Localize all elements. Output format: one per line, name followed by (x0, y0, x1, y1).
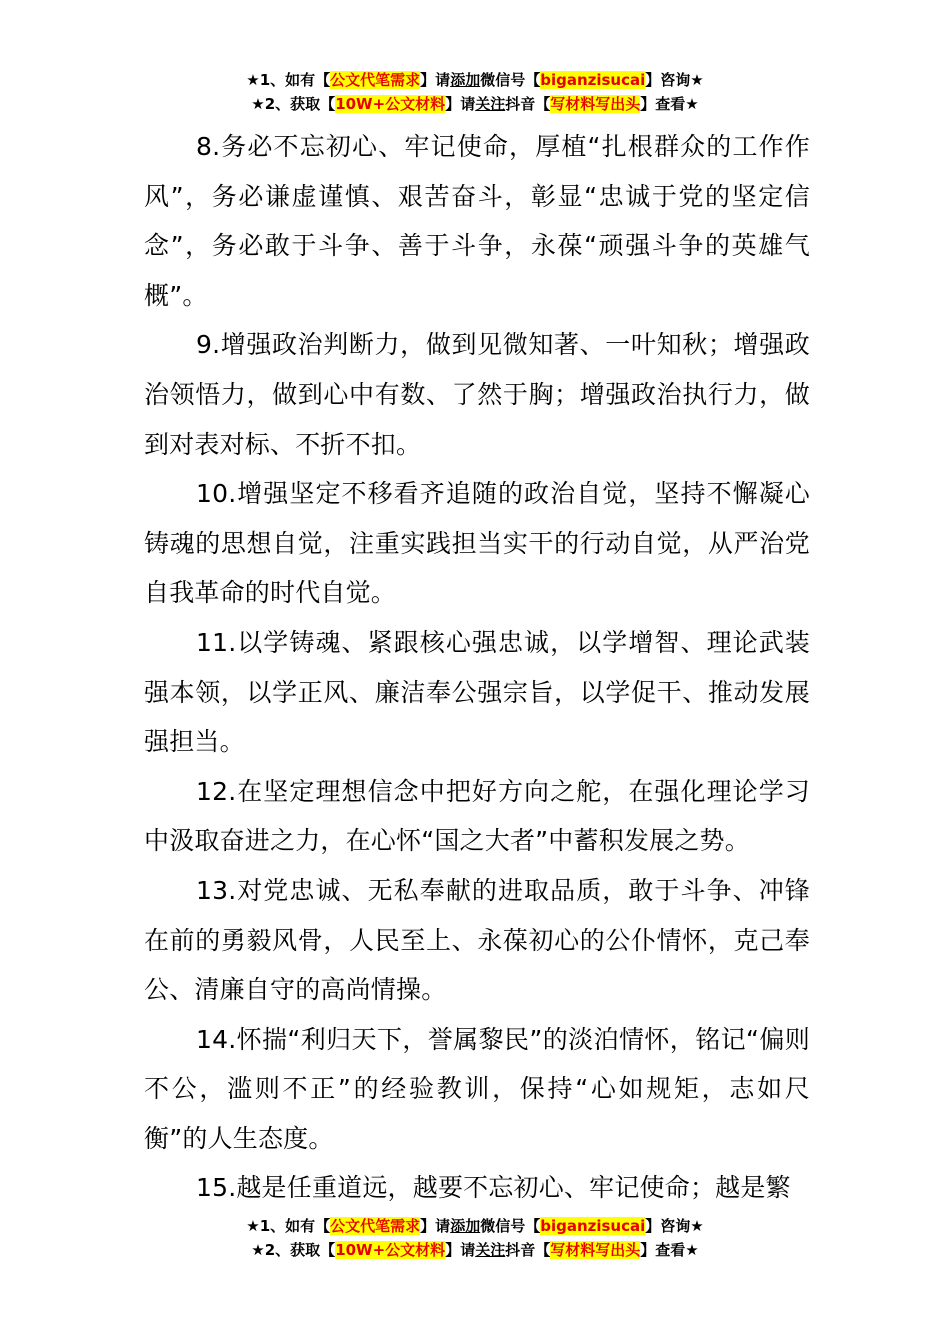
header-banner (0, 68, 950, 116)
banner-line-2 (0, 92, 950, 116)
banner-text: ★2、获取【 (251, 95, 336, 113)
footer-banner (0, 1214, 950, 1262)
document-body (144, 122, 810, 1213)
paragraph-12 (144, 767, 810, 866)
banner-text: 】请 (445, 1241, 476, 1259)
banner-underline: 添加 (450, 1217, 481, 1235)
banner-underline: 关注 (475, 95, 506, 113)
banner-text: ★2、获取【 (251, 1241, 336, 1259)
paragraph-text: 8.务必不忘初心、牢记使命，厚植“扎根群众的工作作风”，务必谦虚谨慎、艰苦奋斗，彰显“忠诚于党的坚定信念”，务必敢于斗争、善于斗争，永葆“顽强斗争的英雄气概”。 (144, 132, 810, 310)
banner-highlight-douyin: 写材料写出头 (550, 1241, 641, 1259)
paragraph-10 (144, 469, 810, 618)
banner-underline: 关注 (475, 1241, 506, 1259)
banner-text: 】查看★ (640, 1241, 699, 1259)
paragraph-text: 14.怀揣“利归天下，誉属黎民”的淡泊情怀，铭记“偏则不公，滥则不正”的经验教训，保持“心如规矩，志如尺衡”的人生态度。 (144, 1024, 810, 1153)
banner-text: 抖音【 (505, 1241, 551, 1259)
paragraph-9 (144, 320, 810, 469)
banner-highlight-materials: 10W+公文材料 (335, 95, 446, 113)
banner-highlight-wechat: biganzisucai (540, 1217, 646, 1235)
banner-text: ★1、如有【 (246, 1217, 331, 1235)
paragraph-text: 15.越是任重道远，越要不忘初心、牢记使命；越是繁 (196, 1173, 791, 1203)
paragraph-15 (144, 1163, 810, 1213)
banner-highlight-wechat: biganzisucai (540, 71, 646, 89)
banner-highlight-service: 公文代笔需求 (330, 1217, 421, 1235)
banner-highlight-service: 公文代笔需求 (330, 71, 421, 89)
banner-text: 抖音【 (505, 95, 551, 113)
paragraph-11 (144, 618, 810, 767)
paragraph-text: 9.增强政治判断力，做到见微知著、一叶知秋；增强政治领悟力，做到心中有数、了然于胸；增强政治执行力，做到对表对标、不折不扣。 (144, 330, 810, 459)
paragraph-text: 11.以学铸魂、紧跟核心强忠诚，以学增智、理论武装强本领，以学正风、廉洁奉公强宗旨，以学促干、推动发展强担当。 (144, 627, 810, 757)
footer-line-2 (0, 1238, 950, 1262)
banner-highlight-douyin: 写材料写出头 (550, 95, 641, 113)
paragraph-text: 10.增强坚定不移看齐追随的政治自觉，坚持不懈凝心铸魂的思想自觉，注重实践担当实干的行动自觉，从严治党自我革命的时代自觉。 (144, 479, 810, 608)
banner-text: 】请 (420, 1217, 451, 1235)
paragraph-text: 12.在坚定理想信念中把好方向之舵，在强化理论学习中汲取奋进之力，在心怀“国之大者”中蓄积发展之势。 (144, 776, 810, 856)
banner-text: 】咨询★ (645, 1217, 704, 1235)
banner-text: 】请 (445, 95, 476, 113)
banner-text: 】请 (420, 71, 451, 89)
footer-line-1 (0, 1214, 950, 1238)
banner-text: ★1、如有【 (246, 71, 331, 89)
banner-text: 微信号【 (480, 71, 541, 89)
paragraph-text: 13.对党忠诚、无私奉献的进取品质，敢于斗争、冲锋在前的勇毅风骨，人民至上、永葆初心的公仆情怀，克己奉公、清廉自守的高尚情操。 (144, 875, 810, 1005)
banner-text: 】查看★ (640, 95, 699, 113)
paragraph-14 (144, 1015, 810, 1164)
paragraph-13 (144, 866, 810, 1015)
banner-text: 】咨询★ (645, 71, 704, 89)
banner-underline: 添加 (450, 71, 481, 89)
banner-highlight-materials: 10W+公文材料 (335, 1241, 446, 1259)
banner-text: 微信号【 (480, 1217, 541, 1235)
banner-line-1 (0, 68, 950, 92)
paragraph-8 (144, 122, 810, 320)
